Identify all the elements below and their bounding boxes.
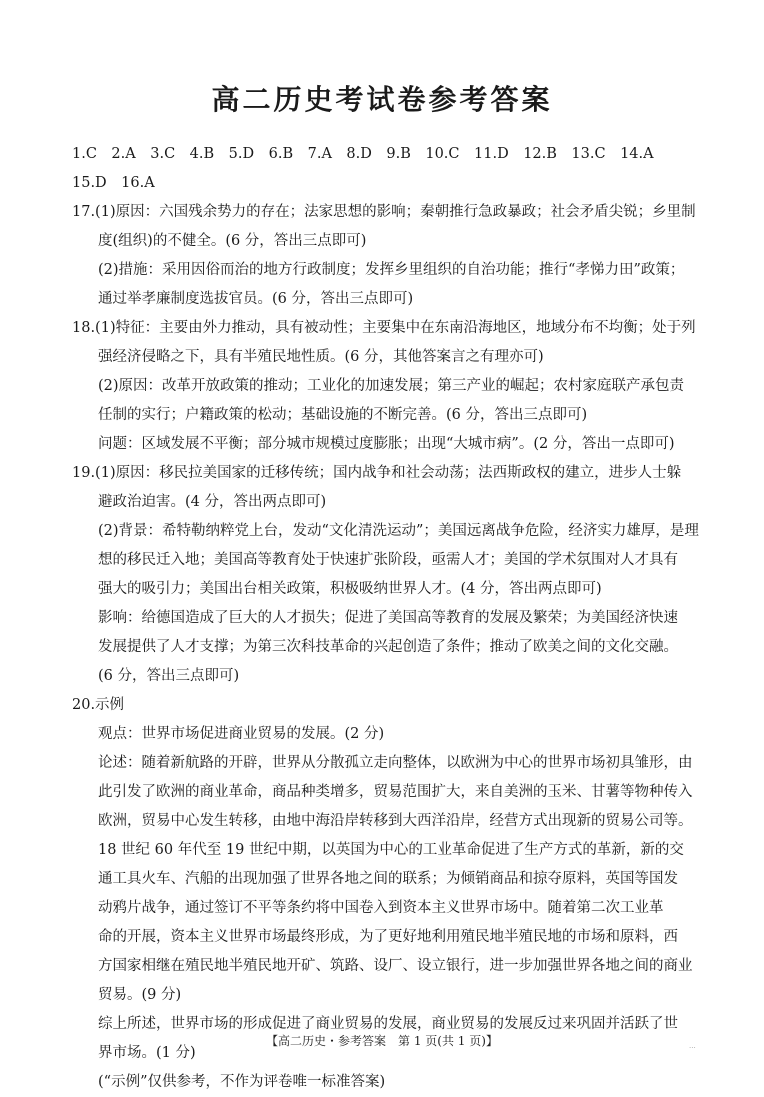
q20-argument-line: 方国家相继在殖民地半殖民地开矿、筑路、设厂、设立银行，进一步加强世界各地之间的商业 (98, 958, 693, 974)
q18-p2-line: (2)原因：改革开放政策的推动；工业化的加速发展；第三产业的崛起；农村家庭联产承包责 (98, 378, 685, 394)
q18-p3-line: 问题：区域发展不平衡；部分城市规模过度膨胀；出现“大城市病”。(2 分，答出一点即可) (98, 436, 675, 452)
q20-argument-line: 贸易。(9 分) (98, 987, 182, 1003)
q20-argument-line: 通工具火车、汽船的出现加强了世界各地之间的联系；为倾销商品和掠夺原料，英国等国发 (98, 871, 678, 887)
q19-p2-line: 想的移民迁入地；美国高等教育处于快速扩张阶段，亟需人才；美国的学术氛围对人才具有 (98, 552, 678, 568)
question-19 (72, 459, 704, 691)
q17-p2-line: 通过举孝廉制度选拔官员。(6 分，答出三点即可) (98, 291, 414, 307)
q20-conclusion-line: 综上所述，世界市场的形成促进了商业贸易的发展，商业贸易的发展反过来巩固并活跃了世 (98, 1016, 678, 1032)
q19-p2-line: (2)背景：希特勒纳粹党上台，发动“文化清洗运动”；美国远离战争危险，经济实力雄厚，是理 (98, 523, 699, 539)
q18-p1-line: 强经济侵略之下，具有半殖民地性质。(6 分，其他答案言之有理亦可) (98, 349, 544, 365)
q19-p2-line: 强大的吸引力；美国出台相关政策，积极吸纳世界人才。(4 分，答出两点即可) (98, 581, 602, 597)
q19-p1-line: 避政治迫害。(4 分，答出两点即可) (98, 494, 327, 510)
mc-answers-line-1: 1.C 2.A 3.C 4.B 5.D 6.B 7.A 8.D 9.B 10.C 11.D 12.B 13.C 14.A (72, 146, 654, 162)
q20-note: (“示例”仅供参考，不作为评卷唯一标准答案) (98, 1074, 386, 1090)
q17-p2-line: (2)措施：采用因俗而治的地方行政制度；发挥乡里组织的自治功能；推行“孝悌力田”政策； (98, 262, 685, 278)
q20-argument-line: 18 世纪 60 年代至 19 世纪中期，以英国为中心的工业革命促进了生产方式的革新，新的交 (98, 842, 684, 858)
q20-argument-line: 命的开展，资本主义世界市场最终形成，为了更好地利用殖民地半殖民地的市场和原料，西 (98, 929, 678, 945)
question-17 (72, 198, 704, 314)
q18-p1-line: 18.(1)特征：主要由外力推动，具有被动性；主要集中在东南沿海地区，地域分布不均衡；处于列 (72, 320, 696, 336)
q19-p3-line: (6 分，答出三点即可) (98, 668, 240, 684)
q18-p2-line: 任制的实行；户籍政策的松动；基础设施的不断完善。(6 分，答出三点即可) (98, 407, 588, 423)
multiple-choice-answers (72, 140, 704, 198)
q20-argument-line: 论述：随着新航路的开辟，世界从分散孤立走向整体，以欧洲为中心的世界市场初具雏形，由 (98, 755, 693, 771)
q19-p1-line: 19.(1)原因：移民拉美国家的迁移传统；国内战争和社会动荡；法西斯政权的建立，进步人士躲 (72, 465, 682, 481)
q20-viewpoint: 观点：世界市场促进商业贸易的发展。(2 分) (98, 726, 385, 742)
q20-argument-line: 欧洲，贸易中心发生转移，由地中海沿岸转移到大西洋沿岸，经营方式出现新的贸易公司等。 (98, 813, 693, 829)
page-footer: 【高二历史・参考答案 第 1 页(共 1 页)】 (266, 1034, 498, 1048)
corner-mark: ... (689, 1042, 696, 1050)
q20-argument-line: 动鸦片战争，通过签订不平等条约将中国卷入到资本主义世界市场中。随着第二次工业革 (98, 900, 664, 916)
question-18 (72, 314, 704, 459)
page-title: 高二历史考试卷参考答案 (211, 83, 553, 116)
q19-p3-line: 发展提供了人才支撑；为第三次科技革命的兴起创造了条件；推动了欧美之间的文化交融。 (98, 639, 678, 655)
q20-heading: 20.示例 (72, 697, 125, 713)
answer-body (72, 140, 704, 1097)
q17-p1-line: 17.(1)原因：六国残余势力的存在；法家思想的影响；秦朝推行急政暴政；社会矛盾尖锐；乡里制 (72, 204, 696, 220)
q20-conclusion-line: 界市场。(1 分) (98, 1045, 196, 1061)
q20-argument-line: 此引发了欧洲的商业革命，商品种类增多，贸易范围扩大，来自美洲的玉米、甘薯等物种传入 (98, 784, 693, 800)
q19-p3-line: 影响：给德国造成了巨大的人才损失；促进了美国高等教育的发展及繁荣；为美国经济快速 (98, 610, 678, 626)
q17-p1-line: 度(组织)的不健全。(6 分，答出三点即可) (98, 233, 367, 249)
mc-answers-line-2: 15.D 16.A (72, 175, 155, 191)
